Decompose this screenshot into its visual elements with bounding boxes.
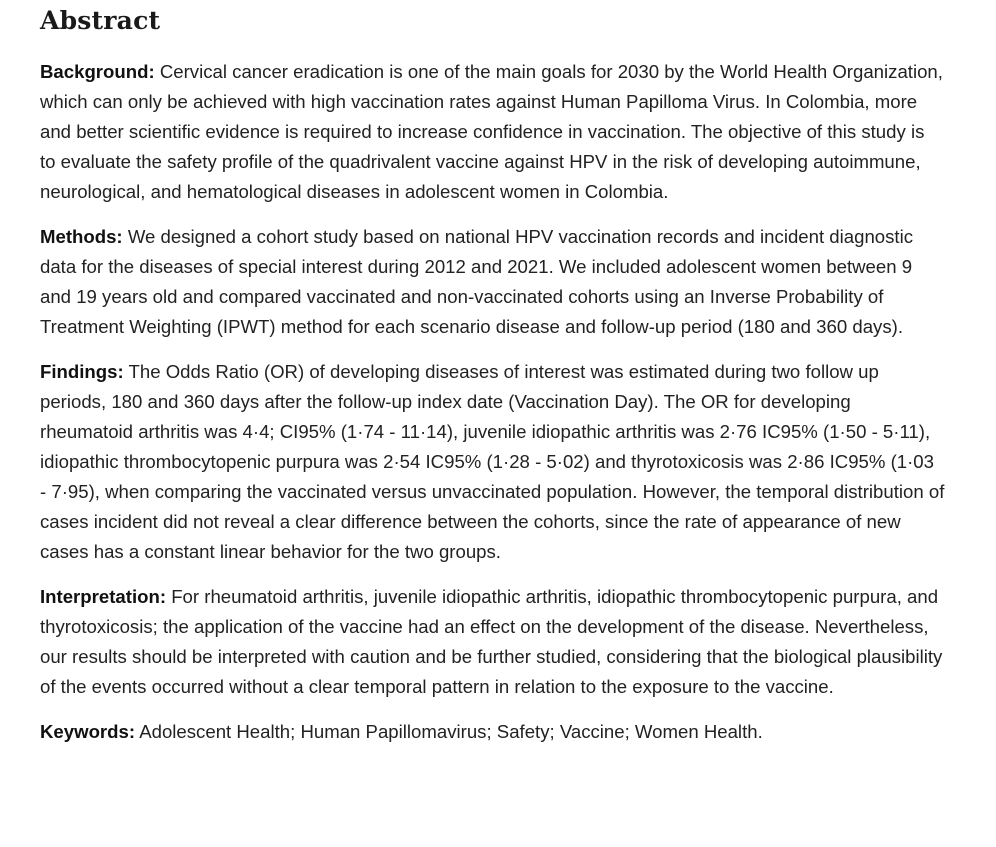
findings-text: The Odds Ratio (OR) of developing diseases of interest was estimated during two follow up periods, 180 and 360 days after the follow-up index date (Vaccination Day). The OR for developing rheumatoid arthritis was 4·4; CI95% (1·74 - 11·14), juvenile idiopathic arthritis was 2·76 IC95% (1·50 - 5·11), idiopathic thrombocytopenic purpura was 2·54 IC95% (1·28 - 5·02) and thyrotoxicosis was 2·86 IC95% (1·03 - 7·95), when comparing the vaccinated versus unvaccinated population. However, the temporal distribution of cases incident did not reveal a clear difference between the cohorts, since the rate of appearance of new cases has a constant linear behavior for the two groups.: [40, 361, 945, 562]
interpretation-label: Interpretation:: [40, 586, 167, 607]
findings-label: Findings:: [40, 361, 124, 382]
background-label: Background:: [40, 61, 155, 82]
methods-paragraph: [40, 222, 945, 342]
interpretation-paragraph: [40, 582, 945, 702]
interpretation-text: For rheumatoid arthritis, juvenile idiopathic arthritis, idiopathic thrombocytopenic purpura, and thyrotoxicosis; the application of the vaccine had an effect on the development of the disease. Nevertheless, our results should be interpreted with caution and be further studied, considering that the biological plausibility of the events occurred without a clear temporal pattern in relation to the exposure to the vaccine.: [40, 586, 943, 697]
findings-paragraph: [40, 357, 945, 567]
methods-text: We designed a cohort study based on national HPV vaccination records and incident diagnostic data for the diseases of special interest during 2012 and 2021. We included adolescent women between 9 and 19 years old and compared vaccinated and non-vaccinated cohorts using an Inverse Probability of Treatment Weighting (IPWT) method for each scenario disease and follow-up period (180 and 360 days).: [40, 226, 914, 337]
keywords-text: Adolescent Health; Human Papillomavirus; Safety; Vaccine; Women Health.: [139, 721, 763, 742]
abstract-heading: Abstract: [40, 6, 161, 35]
background-text: Cervical cancer eradication is one of the main goals for 2030 by the World Health Organization, which can only be achieved with high vaccination rates against Human Papilloma Virus. In Colombia, more and better scientific evidence is required to increase confidence in vaccination. The objective of this study is to evaluate the safety profile of the quadrivalent vaccine against HPV in the risk of developing autoimmune, neurological, and hematological diseases in adolescent women in Colombia.: [40, 61, 943, 202]
background-paragraph: [40, 57, 945, 207]
keywords-paragraph: [40, 717, 945, 747]
methods-label: Methods:: [40, 226, 123, 247]
keywords-label: Keywords:: [40, 721, 136, 742]
abstract-section: [40, 0, 945, 747]
